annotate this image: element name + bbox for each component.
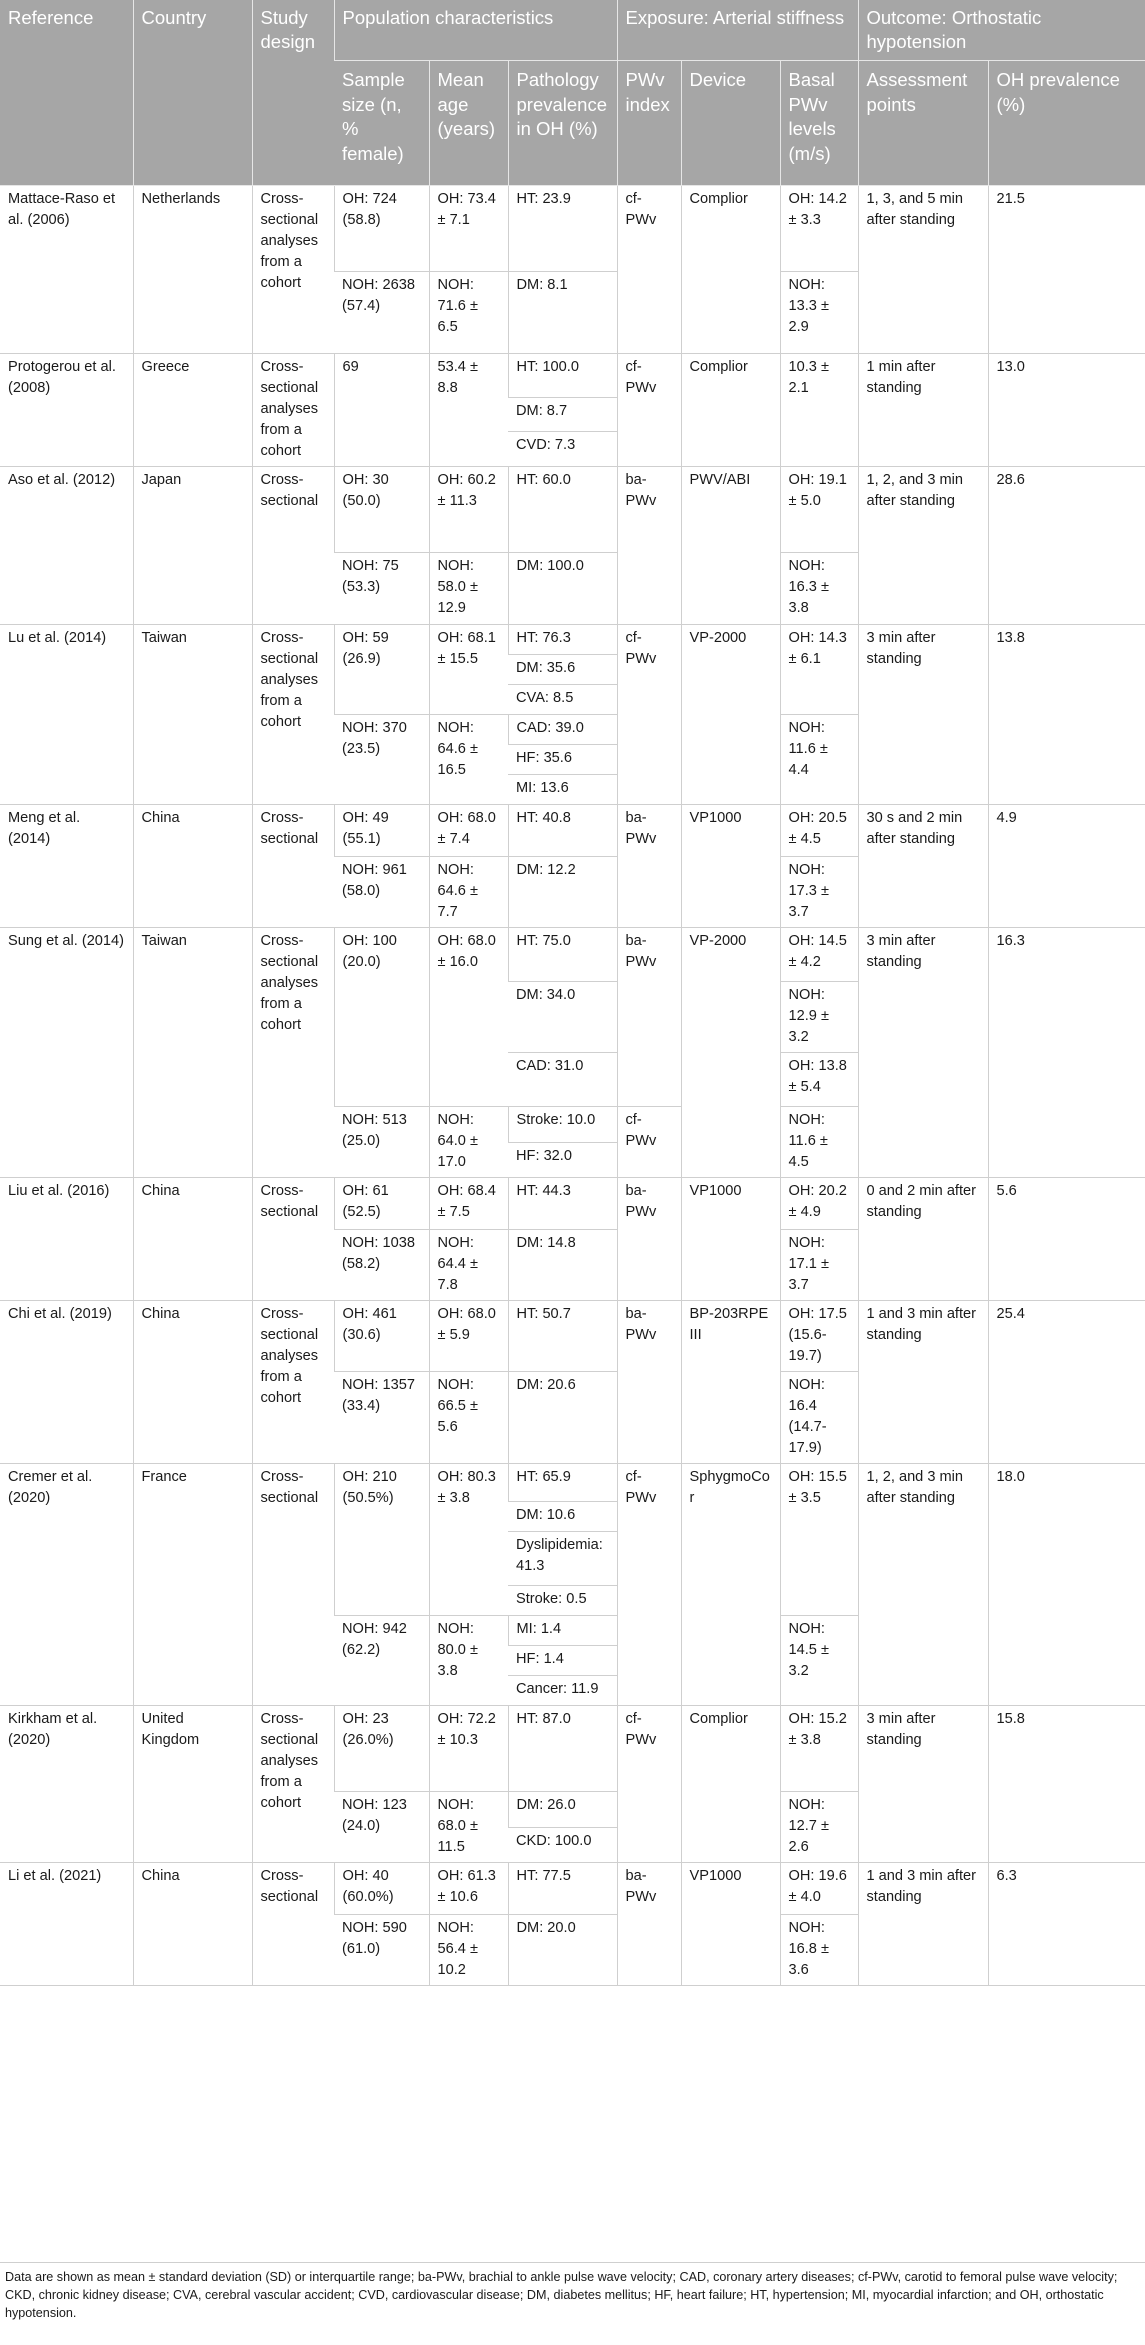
cell-age: NOH: 68.0 ± 11.5 [429,1792,508,1863]
cell-sample: OH: 461 (30.6) [334,1301,429,1372]
cell-pwv: NOH: 11.6 ± 4.4 [780,715,858,805]
cell-reference: Protogerou et al. (2008) [0,354,133,467]
cell-index: ba-PWv [617,928,681,1107]
cell-pwv: NOH: 16.8 ± 3.6 [780,1915,858,1986]
cell-device: VP-2000 [681,625,780,805]
cell-sample: OH: 49 (55.1) [334,805,429,857]
cell-pwv: OH: 19.1 ± 5.0 [780,467,858,553]
cell-pwv: OH: 20.5 ± 4.5 [780,805,858,857]
cell-assessment: 1 min after standing [858,354,988,467]
cell-assessment: 0 and 2 min after standing [858,1178,988,1301]
cell-design: Cross-sectional analyses from a cohort [252,928,334,1178]
cell-index: cf-PWv [617,354,681,467]
cell-index: cf-PWv [617,1464,681,1706]
cell-age: NOH: 71.6 ± 6.5 [429,272,508,354]
cell-sample: OH: 61 (52.5) [334,1178,429,1230]
cell-country: China [133,805,252,928]
cell-sample: NOH: 1038 (58.2) [334,1230,429,1301]
cell-assessment: 1, 3, and 5 min after standing [858,186,988,354]
cell-sample: OH: 210 (50.5%) [334,1464,429,1616]
cell-pathology: HF: 1.4 [508,1646,617,1676]
header-assessment: Assessment points [858,61,988,186]
cell-pwv: NOH: 16.4 (14.7-17.9) [780,1372,858,1464]
cell-design: Cross-sectional analyses from a cohort [252,1706,334,1863]
cell-device: VP-2000 [681,928,780,1178]
table-row [0,805,1145,857]
table-row [0,467,1145,553]
cell-pathology: HT: 23.9 [508,186,617,272]
cell-age: NOH: 58.0 ± 12.9 [429,553,508,625]
cell-pwv: OH: 13.8 ± 5.4 [780,1053,858,1107]
table-row [0,354,1145,398]
header-country: Country [133,0,252,186]
cell-age: OH: 68.0 ± 16.0 [429,928,508,1107]
cell-pathology: CVD: 7.3 [508,432,617,467]
cell-pathology: DM: 8.7 [508,397,617,432]
cell-sample: 69 [334,354,429,467]
table-row [0,1706,1145,1792]
table-row [0,1178,1145,1230]
cell-pathology: CAD: 39.0 [508,715,617,745]
cell-pwv: NOH: 12.9 ± 3.2 [780,982,858,1053]
cell-pathology: Dyslipidemia: 41.3 [508,1532,617,1586]
header-study-design: Study design [252,0,334,186]
cell-pwv: 10.3 ± 2.1 [780,354,858,467]
header-reference: Reference [0,0,133,186]
cell-pwv: OH: 14.5 ± 4.2 [780,928,858,982]
cell-pathology: DM: 14.8 [508,1230,617,1301]
cell-age: OH: 68.0 ± 5.9 [429,1301,508,1372]
cell-prevalence: 4.9 [988,805,1145,928]
cell-age: OH: 68.4 ± 7.5 [429,1178,508,1230]
table-footnote: Data are shown as mean ± standard deviation (SD) or interquartile range; ba-PWv, brachial to ankle pulse wave velocity; CAD, coronary artery diseases; cf-PWv, carotid to femoral pulse wave velocity; CKD, chronic kidney disease; CVA, cerebral vascular accident; CVD, cardiovascular disease; DM, diabetes mellitus; HF, heart failure; HT, hypertension; MI, myocardial infarction; and OH, orthostatic hypotension. [5,2270,1118,2320]
table-row [0,1863,1145,1915]
cell-index: cf-PWv [617,1107,681,1178]
cell-sample: OH: 23 (26.0%) [334,1706,429,1792]
cell-assessment: 1 and 3 min after standing [858,1301,988,1464]
cell-design: Cross-sectional [252,1863,334,1986]
cell-pathology: DM: 100.0 [508,553,617,625]
header-outcome: Outcome: Orthostatic hypotension [858,0,1145,61]
cell-country: Taiwan [133,625,252,805]
cell-sample: NOH: 370 (23.5) [334,715,429,805]
cell-pwv: OH: 20.2 ± 4.9 [780,1178,858,1230]
cell-reference: Sung et al. (2014) [0,928,133,1178]
cell-design: Cross-sectional analyses from a cohort [252,625,334,805]
cell-pathology: MI: 13.6 [508,775,617,805]
cell-reference: Lu et al. (2014) [0,625,133,805]
cell-pathology: DM: 35.6 [508,655,617,685]
cell-pwv: NOH: 11.6 ± 4.5 [780,1107,858,1178]
cell-country: China [133,1178,252,1301]
cell-device: VP1000 [681,805,780,928]
cell-age: NOH: 64.4 ± 7.8 [429,1230,508,1301]
cell-prevalence: 13.8 [988,625,1145,805]
cell-age: 53.4 ± 8.8 [429,354,508,467]
cell-design: Cross-sectional [252,1464,334,1706]
cell-device: Complior [681,186,780,354]
cell-pwv: OH: 17.5 (15.6-19.7) [780,1301,858,1372]
cell-sample: NOH: 2638 (57.4) [334,272,429,354]
cell-country: China [133,1863,252,1986]
cell-index: cf-PWv [617,186,681,354]
cell-index: cf-PWv [617,1706,681,1863]
cell-reference: Mattace-Raso et al. (2006) [0,186,133,354]
table-row [0,186,1145,272]
cell-assessment: 1, 2, and 3 min after standing [858,1464,988,1706]
cell-pathology: Stroke: 0.5 [508,1586,617,1616]
cell-age: NOH: 66.5 ± 5.6 [429,1372,508,1464]
header-sample-size: Sample size (n, % female) [334,61,429,186]
header-mean-age: Mean age (years) [429,61,508,186]
cell-sample: OH: 30 (50.0) [334,467,429,553]
cell-sample: NOH: 75 (53.3) [334,553,429,625]
cell-prevalence: 18.0 [988,1464,1145,1706]
cell-design: Cross-sectional analyses from a cohort [252,1301,334,1464]
cell-pathology: HT: 65.9 [508,1464,617,1502]
cell-age: OH: 68.1 ± 15.5 [429,625,508,715]
cell-pwv: NOH: 16.3 ± 3.8 [780,553,858,625]
cell-design: Cross-sectional [252,805,334,928]
cell-sample: OH: 59 (26.9) [334,625,429,715]
cell-pathology: CKD: 100.0 [508,1827,617,1863]
cell-index: ba-PWv [617,1863,681,1986]
cell-prevalence: 21.5 [988,186,1145,354]
cell-device: SphygmoCor [681,1464,780,1706]
cell-assessment: 3 min after standing [858,1706,988,1863]
cell-age: NOH: 64.0 ± 17.0 [429,1107,508,1178]
cell-country: United Kingdom [133,1706,252,1863]
cell-country: Netherlands [133,186,252,354]
cell-age: OH: 80.3 ± 3.8 [429,1464,508,1616]
cell-pwv: OH: 19.6 ± 4.0 [780,1863,858,1915]
cell-reference: Li et al. (2021) [0,1863,133,1986]
cell-pathology: DM: 10.6 [508,1502,617,1532]
cell-age: NOH: 64.6 ± 16.5 [429,715,508,805]
cell-pathology: CVA: 8.5 [508,685,617,715]
cell-pathology: DM: 8.1 [508,272,617,354]
cell-pathology: HT: 100.0 [508,354,617,398]
table-row [0,928,1145,982]
cell-prevalence: 16.3 [988,928,1145,1178]
cell-device: Complior [681,1706,780,1863]
cell-age: NOH: 80.0 ± 3.8 [429,1616,508,1706]
cell-prevalence: 13.0 [988,354,1145,467]
cell-pathology: HT: 40.8 [508,805,617,857]
cell-assessment: 3 min after standing [858,928,988,1178]
cell-pwv: OH: 15.2 ± 3.8 [780,1706,858,1792]
cell-pwv: NOH: 12.7 ± 2.6 [780,1792,858,1863]
cell-design: Cross-sectional analyses from a cohort [252,354,334,467]
cell-pathology: DM: 26.0 [508,1792,617,1828]
cell-pwv: OH: 15.5 ± 3.5 [780,1464,858,1616]
footnote-divider [0,2262,1145,2263]
cell-pathology: DM: 20.6 [508,1372,617,1464]
cell-sample: NOH: 961 (58.0) [334,857,429,928]
cell-assessment: 30 s and 2 min after standing [858,805,988,928]
cell-age: OH: 61.3 ± 10.6 [429,1863,508,1915]
cell-pathology: HT: 50.7 [508,1301,617,1372]
cell-assessment: 1, 2, and 3 min after standing [858,467,988,625]
cell-device: VP1000 [681,1178,780,1301]
cell-age: OH: 68.0 ± 7.4 [429,805,508,857]
cell-index: cf-PWv [617,625,681,805]
cell-pwv: OH: 14.2 ± 3.3 [780,186,858,272]
cell-country: China [133,1301,252,1464]
header-device: Device [681,61,780,186]
cell-pathology: Stroke: 10.0 [508,1107,617,1143]
cell-age: OH: 60.2 ± 11.3 [429,467,508,553]
table-row [0,625,1145,655]
cell-pathology: MI: 1.4 [508,1616,617,1646]
cell-pathology: Cancer: 11.9 [508,1676,617,1706]
cell-pwv: NOH: 13.3 ± 2.9 [780,272,858,354]
cell-index: ba-PWv [617,467,681,625]
cell-pathology: HF: 35.6 [508,745,617,775]
table-row [0,1464,1145,1502]
cell-reference: Chi et al. (2019) [0,1301,133,1464]
cell-pathology: HT: 60.0 [508,467,617,553]
cell-pathology: DM: 34.0 [508,982,617,1053]
cell-pathology: HT: 77.5 [508,1863,617,1915]
cell-sample: OH: 40 (60.0%) [334,1863,429,1915]
cell-age: NOH: 56.4 ± 10.2 [429,1915,508,1986]
cell-pwv: NOH: 14.5 ± 3.2 [780,1616,858,1706]
cell-design: Cross-sectional [252,1178,334,1301]
cell-sample: NOH: 513 (25.0) [334,1107,429,1178]
header-pwv-index: PWv index [617,61,681,186]
cell-pathology: HF: 32.0 [508,1142,617,1178]
cell-pathology: HT: 75.0 [508,928,617,982]
cell-reference: Meng et al. (2014) [0,805,133,928]
header-exposure: Exposure: Arterial stiffness [617,0,858,61]
cell-pwv: OH: 14.3 ± 6.1 [780,625,858,715]
cell-pathology: DM: 20.0 [508,1915,617,1986]
cell-assessment: 3 min after standing [858,625,988,805]
cell-reference: Kirkham et al. (2020) [0,1706,133,1863]
cell-prevalence: 6.3 [988,1863,1145,1986]
header-population: Population characteristics [334,0,617,61]
cell-device: PWV/ABI [681,467,780,625]
header-basal-pwv: Basal PWv levels (m/s) [780,61,858,186]
cell-pwv: NOH: 17.1 ± 3.7 [780,1230,858,1301]
cell-country: Japan [133,467,252,625]
cell-pathology: HT: 44.3 [508,1178,617,1230]
cell-country: Taiwan [133,928,252,1178]
cell-device: BP-203RPE III [681,1301,780,1464]
cell-age: OH: 72.2 ± 10.3 [429,1706,508,1792]
cell-pathology: HT: 76.3 [508,625,617,655]
cell-design: Cross-sectional [252,467,334,625]
cell-reference: Aso et al. (2012) [0,467,133,625]
cell-sample: OH: 100 (20.0) [334,928,429,1107]
cell-reference: Liu et al. (2016) [0,1178,133,1301]
cell-index: ba-PWv [617,1178,681,1301]
table-row [0,1301,1145,1372]
cell-age: NOH: 64.6 ± 7.7 [429,857,508,928]
cell-sample: NOH: 1357 (33.4) [334,1372,429,1464]
cell-age: OH: 73.4 ± 7.1 [429,186,508,272]
cell-index: ba-PWv [617,1301,681,1464]
cell-sample: NOH: 942 (62.2) [334,1616,429,1706]
cell-pathology: DM: 12.2 [508,857,617,928]
cell-index: ba-PWv [617,805,681,928]
cell-reference: Cremer et al. (2020) [0,1464,133,1706]
cell-sample: OH: 724 (58.8) [334,186,429,272]
cell-prevalence: 25.4 [988,1301,1145,1464]
cell-design: Cross-sectional analyses from a cohort [252,186,334,354]
cell-device: Complior [681,354,780,467]
cell-pwv: NOH: 17.3 ± 3.7 [780,857,858,928]
cell-country: France [133,1464,252,1706]
cell-sample: NOH: 590 (61.0) [334,1915,429,1986]
cell-sample: NOH: 123 (24.0) [334,1792,429,1863]
cell-pathology: HT: 87.0 [508,1706,617,1792]
cell-pathology: CAD: 31.0 [508,1053,617,1107]
cell-device: VP1000 [681,1863,780,1986]
cell-prevalence: 15.8 [988,1706,1145,1863]
header-pathology: Pathology prevalence in OH (%) [508,61,617,186]
cell-prevalence: 28.6 [988,467,1145,625]
header-oh-prevalence: OH prevalence (%) [988,61,1145,186]
cell-assessment: 1 and 3 min after standing [858,1863,988,1986]
cell-country: Greece [133,354,252,467]
cell-prevalence: 5.6 [988,1178,1145,1301]
